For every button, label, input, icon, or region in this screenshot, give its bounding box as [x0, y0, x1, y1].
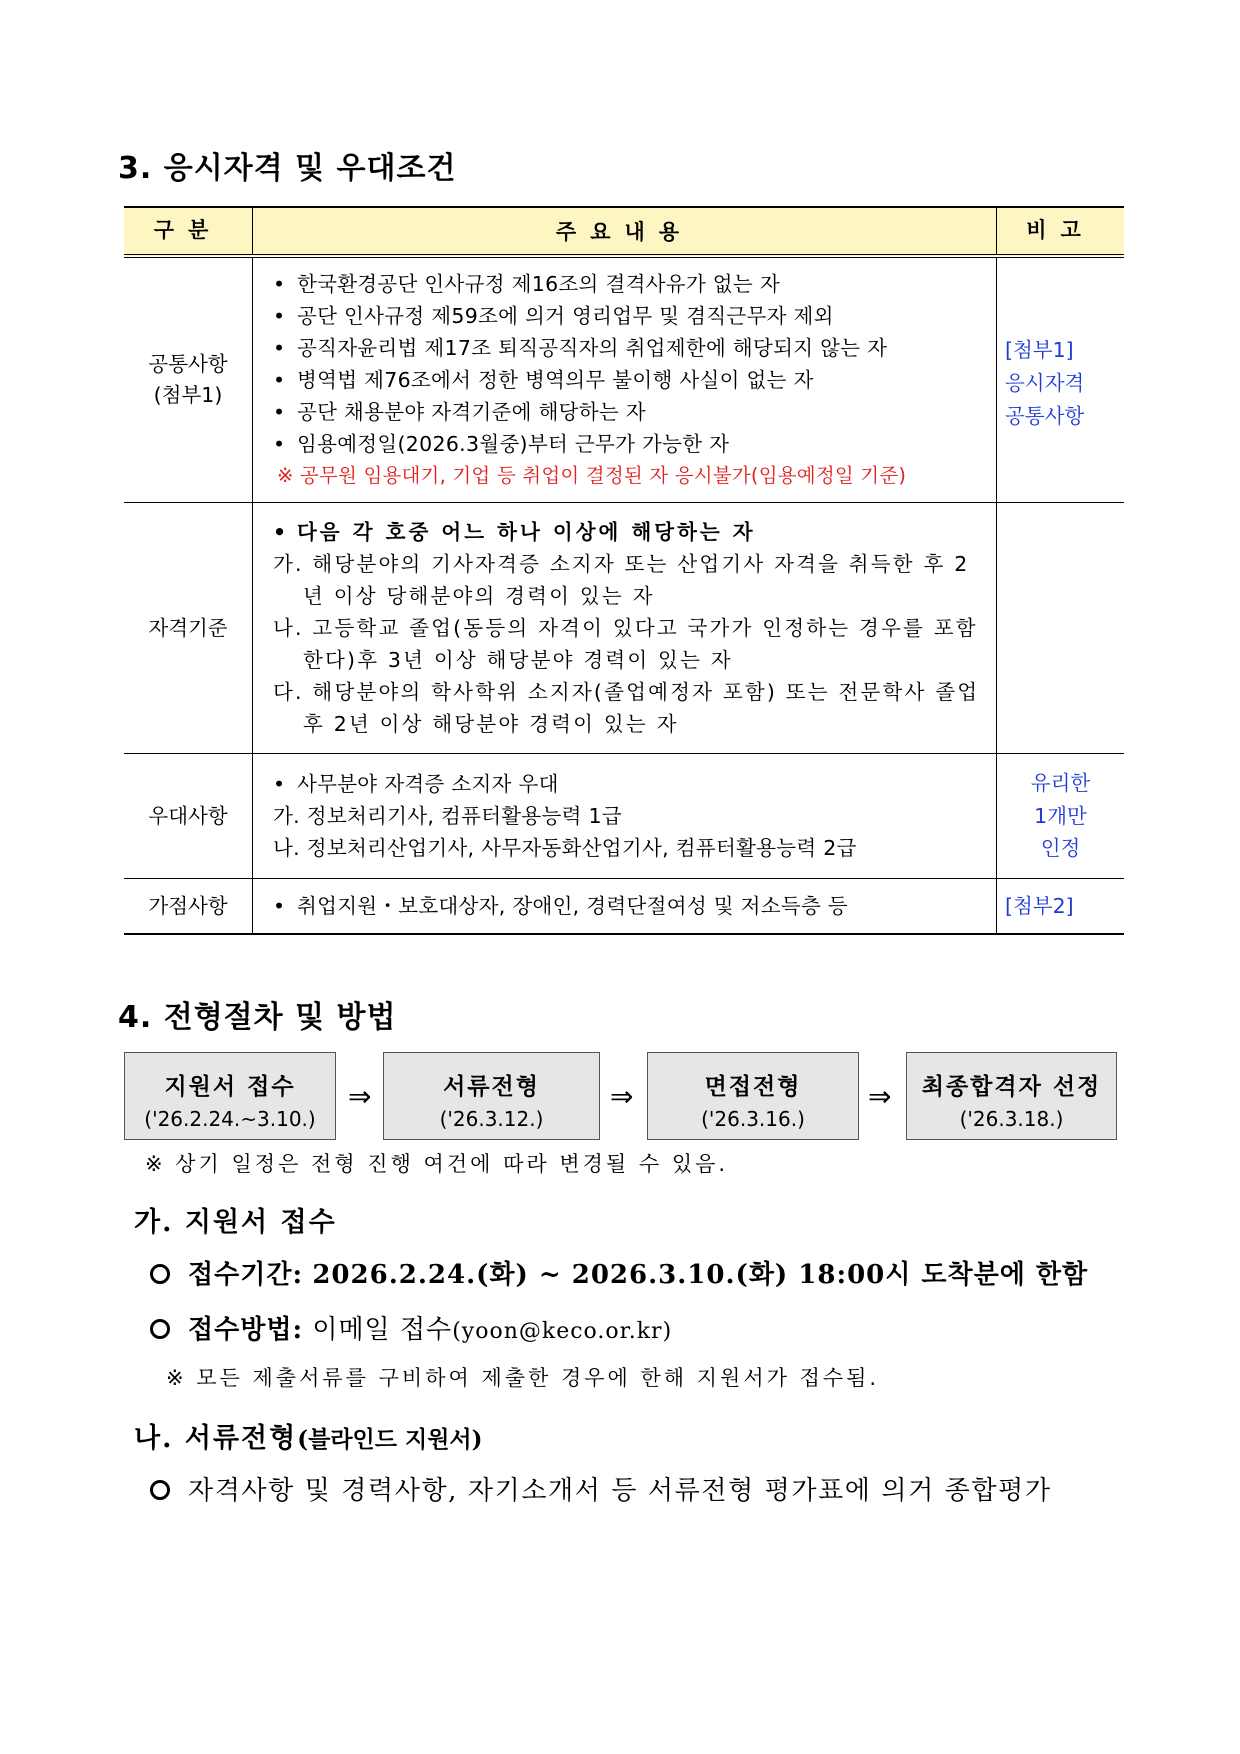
application-email: (yoon@keco.or.kr) — [452, 1319, 673, 1344]
step-title: 면접전형 — [704, 1074, 802, 1100]
qualification-item: 나. 고등학교 졸업(동등의 자격이 있다고 국가가 인정하는 경우를 포함한다)후 3년 이상 해당분야 경력이 있는 자 — [273, 616, 978, 672]
preference-content — [253, 754, 997, 879]
preference-item: 가. 정보처리기사, 컴퓨터활용능력 1급 — [273, 804, 622, 828]
preference-label: 우대사항 — [124, 754, 253, 879]
step-title: 지원서 접수 — [164, 1074, 296, 1100]
step-date: ('26.2.24.~3.10.) — [144, 1107, 316, 1131]
header-remark: 비고 — [997, 207, 1125, 256]
list-item: • 공단 채용분야 자격기준에 해당하는 자 — [267, 396, 984, 428]
qualification-item: 다. 해당분야의 학사학위 소지자(졸업예정자 포함) 또는 전문학사 졸업 후 2년 이상 해당분야 경력이 있는 자 — [273, 680, 980, 736]
step-date: ('26.3.18.) — [959, 1107, 1064, 1131]
bonus-item: • 취업지원・보호대상자, 장애인, 경력단절여성 및 저소득층 등 — [267, 890, 984, 922]
application-method: 접수방법: 이메일 접수(yoon@keco.or.kr) — [150, 1309, 672, 1346]
step-date: ('26.3.16.) — [701, 1107, 805, 1131]
arrow-icon: ⇒ — [868, 1080, 892, 1113]
preference-remark: 유리한 1개만 인정 — [997, 754, 1125, 879]
step-final-selection — [906, 1052, 1117, 1140]
qualification-remark — [997, 503, 1125, 754]
step-interview — [647, 1052, 859, 1140]
qualification-lead: • 다음 각 호중 어느 하나 이상에 해당하는 자 — [267, 516, 984, 548]
list-item: • 한국환경공단 인사규정 제16조의 결격사유가 없는 자 — [267, 268, 984, 300]
list-item: • 공직자윤리법 제17조 퇴직공직자의 취업제한에 해당되지 않는 자 — [267, 332, 984, 364]
schedule-note: ※ 상기 일정은 전형 진행 여건에 따라 변경될 수 있음. — [145, 1152, 729, 1176]
qualification-label: 자격기준 — [124, 503, 253, 754]
step-date: ('26.3.12.) — [439, 1107, 544, 1131]
step-title: 최종합격자 선정 — [921, 1074, 1102, 1100]
step-application — [124, 1052, 336, 1140]
common-warning-note: ※ 공무원 임용대기, 기업 등 취업이 결정된 자 응시불가(임용예정일 기준) — [277, 464, 907, 487]
circle-bullet-icon — [150, 1480, 170, 1500]
bonus-content — [253, 879, 997, 935]
table-header-row — [124, 207, 1124, 256]
list-item: • 공단 인사규정 제59조에 의거 영리업무 및 겸직근무자 제외 — [267, 300, 984, 332]
common-content — [253, 256, 997, 503]
list-item: • 임용예정일(2026.3월중)부터 근무가 가능한 자 — [267, 428, 984, 460]
application-period: 접수기간: 2026.2.24.(화) ~ 2026.3.10.(화) 18:00시 도착분에 한함 — [150, 1254, 1088, 1291]
qualification-content — [253, 503, 997, 754]
bonus-label: 가점사항 — [124, 879, 253, 935]
arrow-icon: ⇒ — [348, 1080, 372, 1113]
table-row-bonus — [124, 879, 1124, 935]
document-screening-text: 자격사항 및 경력사항, 자기소개서 등 서류전형 평가표에 의거 종합평가 — [150, 1470, 1052, 1507]
common-remark: [첨부1] 응시자격 공통사항 — [997, 256, 1125, 503]
section-3-title: 3. 응시자격 및 우대조건 — [118, 151, 457, 186]
qualification-item: 가. 해당분야의 기사자격증 소지자 또는 산업기사 자격을 취득한 후 2년 이상 당해분야의 경력이 있는 자 — [273, 552, 970, 608]
qualification-table — [124, 206, 1124, 935]
header-category: 구분 — [124, 207, 253, 256]
circle-bullet-icon — [150, 1319, 170, 1339]
section-4-title: 4. 전형절차 및 방법 — [118, 1000, 397, 1035]
table-row-qualification — [124, 503, 1124, 754]
circle-bullet-icon — [150, 1264, 170, 1284]
step-document-screening — [383, 1052, 600, 1140]
subsection-document-title: 나. 서류전형(블라인드 지원서) — [134, 1423, 483, 1454]
common-label: 공통사항 (첨부1) — [124, 256, 253, 503]
preference-item: 나. 정보처리산업기사, 사무자동화산업기사, 컴퓨터활용능력 2급 — [273, 836, 857, 860]
application-note: ※ 모든 제출서류를 구비하여 제출한 경우에 한해 지원서가 접수됨. — [166, 1366, 880, 1390]
arrow-icon: ⇒ — [610, 1080, 634, 1113]
list-item: • 병역법 제76조에서 정한 병역의무 불이행 사실이 없는 자 — [267, 364, 984, 396]
table-row-preference — [124, 754, 1124, 879]
subsection-application-title: 가. 지원서 접수 — [134, 1207, 337, 1238]
step-title: 서류전형 — [443, 1074, 540, 1100]
bonus-remark: [첨부2] — [997, 879, 1125, 935]
preference-lead: • 사무분야 자격증 소지자 우대 — [267, 768, 984, 800]
header-content: 주요내용 — [253, 207, 997, 256]
table-row-common — [124, 256, 1124, 503]
